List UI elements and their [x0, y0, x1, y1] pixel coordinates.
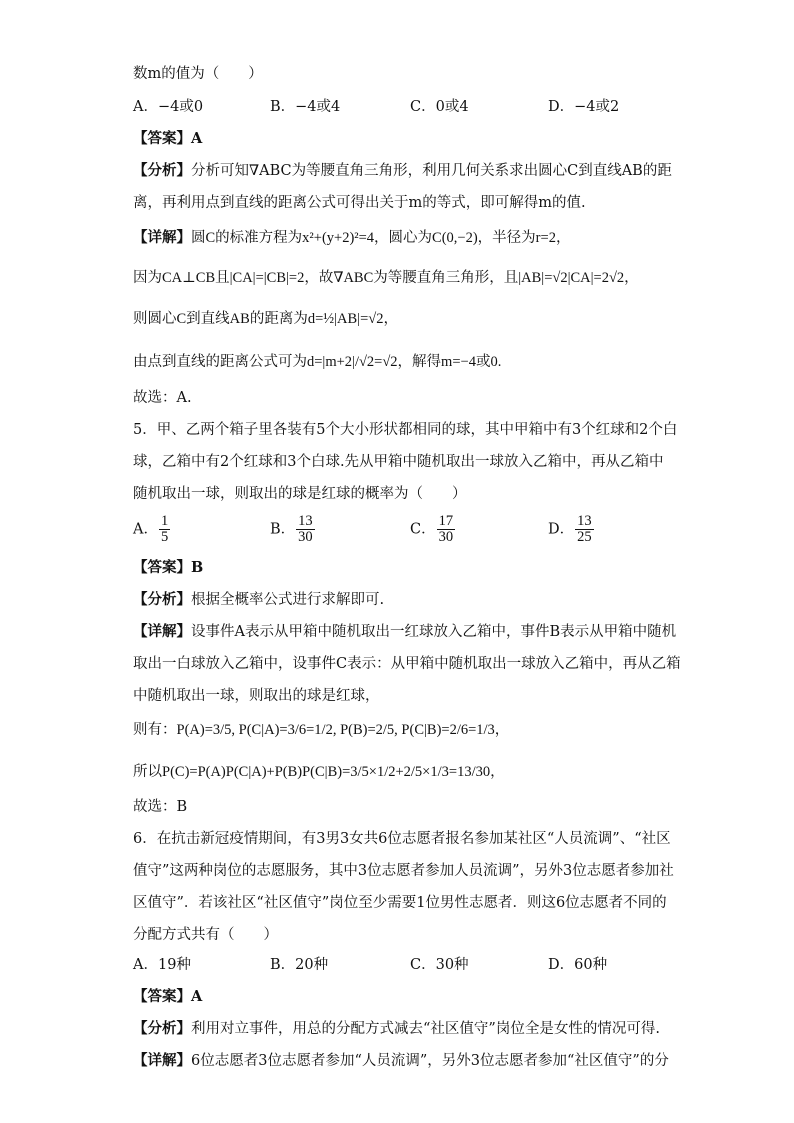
q5-analysis: 【分析】根据全概率公式进行求解即可.: [133, 591, 385, 608]
q5-detail-line-5: 所以P(C)=P(A)P(C|A)+P(B)P(C|B)=3/5×1/2+2/5×1/3=13/30，: [133, 764, 505, 780]
q4-option-d: D．−4或2: [548, 99, 620, 115]
q6-stem-line-3: 区值守”．若该社区“社区值守”岗位至少需要1位男性志愿者．则这6位志愿者不同的: [133, 895, 667, 911]
q6-option-a: A．19种: [133, 957, 191, 973]
q4-detail-line-4: 由点到直线的距离公式可为d=|m+2|/√2=√2，解得m=−4或0.: [133, 354, 502, 370]
q5-option-b: B． $\frac{13}{30}$: [270, 513, 313, 545]
q5-stem-line-2: 球，乙箱中有2个红球和3个白球.先从甲箱中随机取出一球放入乙箱中，再从乙箱中: [133, 454, 664, 470]
q5-option-d: D． $\frac{13}{25}$: [548, 513, 592, 545]
q6-detail-line-1: 【详解】6位志愿者3位志愿者参加“人员流调”，另外3位志愿者参加“社区值守”的分: [133, 1052, 669, 1069]
q6-analysis: 【分析】利用对立事件，用总的分配方式减去“社区值守”岗位全是女性的情况可得.: [133, 1020, 660, 1037]
q5-stem-line-3: 随机取出一球，则取出的球是红球的概率为（ ）: [133, 486, 467, 502]
q5-detail-line-3: 中随机取出一球，则取出的球是红球，: [133, 688, 380, 704]
q5-detail-line-4: 则有：P(A)=3/5, P(C|A)=3/6=1/2, P(B)=2/5, P(C|B)=2/6=1/3，: [133, 722, 510, 738]
q5-detail-line-1: 【详解】设事件A表示从甲箱中随机取出一红球放入乙箱中，事件B表示从甲箱中随机: [133, 623, 677, 640]
q4-analysis-line-1: 【分析】分析可知∇ABC为等腰直角三角形，利用几何关系求出圆心C到直线AB的距: [133, 162, 672, 179]
q6-answer: 【答案】A: [133, 988, 203, 1005]
q5-detail-line-2: 取出一白球放入乙箱中，设事件C表示：从甲箱中随机取出一球放入乙箱中，再从乙箱: [133, 656, 681, 672]
q6-option-c: C．30种: [410, 957, 469, 973]
q5-stem-line-1: 5．甲、乙两个箱子里各装有5个大小形状都相同的球，其中甲箱中有3个红球和2个白: [133, 422, 678, 438]
q4-option-a: A．−4或0: [133, 99, 204, 115]
q5-answer: 【答案】B: [133, 559, 204, 576]
q6-stem-line-1: 6．在抗击新冠疫情期间，有3男3女共6位志愿者报名参加某社区“人员流调”、“社区: [133, 831, 671, 847]
q4-answer: 【答案】A: [133, 130, 203, 147]
q6-stem-line-4: 分配方式共有（ ）: [133, 927, 278, 943]
q4-conclusion: 故选：A.: [133, 390, 192, 406]
q4-stem-tail: 数m的值为（ ）: [133, 66, 263, 82]
q4-analysis-line-2: 离，再利用点到直线的距离公式可得出关于m的等式，即可解得m的值.: [133, 195, 586, 211]
q5-option-c: C． $\frac{17}{30}$: [410, 513, 454, 545]
q4-option-b: B．−4或4: [270, 99, 341, 115]
q6-option-d: D．60种: [548, 957, 608, 973]
q4-detail-line-3: 则圆心C到直线AB的距离为d=½|AB|=√2，: [133, 311, 398, 327]
q5-option-a: A． $\frac{1}{5}$: [133, 513, 169, 545]
q4-detail-line-1: 【详解】圆C的标准方程为x²+(y+2)²=4，圆心为C(0,−2)，半径为r=2，: [133, 229, 571, 246]
q5-conclusion: 故选：B: [133, 799, 188, 815]
q6-stem-line-2: 值守”这两种岗位的志愿服务，其中3位志愿者参加人员流调”，另外3位志愿者参加社: [133, 863, 674, 879]
q4-option-c: C．0或4: [410, 99, 469, 115]
q6-option-b: B．20种: [270, 957, 329, 973]
q4-detail-line-2: 因为CA⊥CB且|CA|=|CB|=2，故∇ABC为等腰直角三角形，且|AB|=√2|CA|=2√2，: [133, 270, 639, 286]
